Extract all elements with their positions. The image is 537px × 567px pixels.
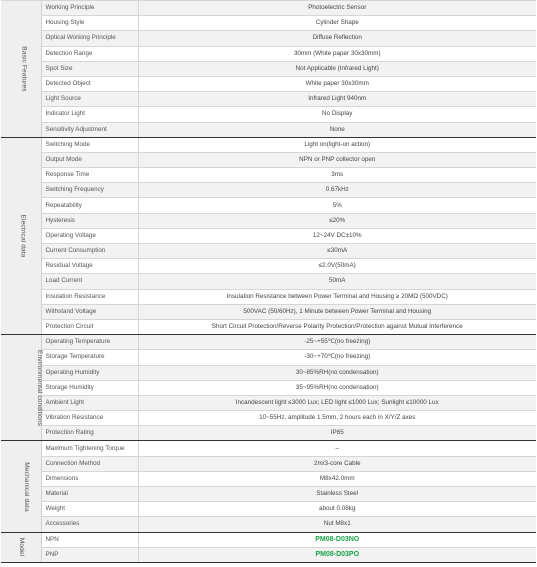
spec-name: Withstand Voltage: [41, 304, 138, 319]
spec-value: -25~+55℃(no freezing): [138, 335, 536, 350]
spec-table: [1, 0, 536, 563]
spec-value: -30~+70℃(no freezing): [138, 350, 536, 365]
table-row: [1, 168, 536, 183]
spec-value: Diffuse Reflection: [138, 31, 536, 46]
table-row: [1, 244, 536, 259]
model-number: PM08-D03PO: [138, 547, 536, 562]
table-row: [1, 335, 536, 350]
spec-value: Insulation Resistance between Power Terminal and Housing ≥ 20MΩ (500VDC): [138, 289, 536, 304]
table-row: [1, 532, 536, 547]
spec-name: Connection Method: [41, 456, 138, 471]
table-row: [1, 471, 536, 486]
spec-value: 30mm (White paper 30x30mm): [138, 46, 536, 61]
spec-value: ≤30mA: [138, 244, 536, 259]
table-row: [1, 350, 536, 365]
spec-value: 10~55Hz, amplitude 1.5mm, 2 hours each in X/Y/Z axes: [138, 411, 536, 426]
spec-name: PNP: [41, 547, 138, 562]
spec-value: M8x42.0mm: [138, 471, 536, 486]
spec-value: 3ms: [138, 168, 536, 183]
spec-name: Response Time: [41, 168, 138, 183]
spec-name: Material: [41, 487, 138, 502]
spec-name: Working Principle: [41, 1, 138, 16]
table-row: [1, 183, 536, 198]
category-cell: [1, 335, 44, 441]
spec-value: IP65: [138, 426, 536, 441]
spec-name: Hysteresis: [41, 213, 138, 228]
spec-name: Residual Voltage: [41, 259, 138, 274]
spec-name: Storage Humidity: [41, 380, 138, 395]
spec-name: Light Source: [41, 92, 138, 107]
spec-name: Load Current: [41, 274, 138, 289]
table-row: [1, 92, 536, 107]
category-label: Model: [17, 538, 25, 557]
spec-value: 50mA: [138, 274, 536, 289]
spec-name: Protection Rating: [41, 426, 138, 441]
spec-value: Stainless Steel: [138, 487, 536, 502]
spec-name: Weight: [41, 502, 138, 517]
spec-value: 5%: [138, 198, 536, 213]
table-row: [1, 198, 536, 213]
category-cell: [1, 532, 41, 562]
table-row: [1, 46, 536, 61]
spec-name: Output Mode: [41, 152, 138, 167]
spec-name: Spot Size: [41, 61, 138, 76]
spec-value: about 0.08kg: [138, 502, 536, 517]
spec-name: Operating Humidity: [41, 365, 138, 380]
spec-name: Repeatability: [41, 198, 138, 213]
spec-name: Detection Range: [41, 46, 138, 61]
table-row: [1, 1, 536, 16]
spec-name: Operating Voltage: [41, 228, 138, 243]
table-row: [1, 76, 536, 91]
model-number: PM08-D03NO: [138, 532, 536, 547]
table-row: [1, 259, 536, 274]
spec-value: ≤2.0V(50mA): [138, 259, 536, 274]
spec-value: Photoelectric Sensor: [138, 1, 536, 16]
table-row: [1, 107, 536, 122]
category-label: Electrical data: [19, 214, 27, 258]
table-row: [1, 213, 536, 228]
table-row: [1, 274, 536, 289]
spec-name: Housing Style: [41, 16, 138, 31]
category-label: Environmental conditions: [36, 349, 44, 426]
table-row: [1, 441, 536, 456]
table-row: [1, 16, 536, 31]
table-row: [1, 122, 536, 137]
table-row: [1, 547, 536, 562]
table-row: [1, 456, 536, 471]
category-cell: [1, 1, 41, 138]
spec-value: 12~24V DC±10%: [138, 228, 536, 243]
spec-value: No Display: [138, 107, 536, 122]
spec-value: Nut M8x1: [138, 517, 536, 532]
spec-name: Switching Frequency: [41, 183, 138, 198]
table-row: [1, 289, 536, 304]
spec-name: Maximum Tightening Torque: [41, 441, 138, 456]
spec-value: ≤20%: [138, 213, 536, 228]
table-row: [1, 365, 536, 380]
spec-value: 500VAC (50/60Hz), 1 Minute between Power Terminal and Housing: [138, 304, 536, 319]
table-row: [1, 411, 536, 426]
spec-table-body: [1, 1, 536, 563]
spec-name: Sensitivity Adjustment: [41, 122, 138, 137]
spec-value: Cylinder Shape: [138, 16, 536, 31]
spec-value: Light on(light-on action): [138, 137, 536, 152]
table-row: [1, 502, 536, 517]
table-row: [1, 395, 536, 410]
table-row: [1, 380, 536, 395]
spec-name: Protection Circuit: [41, 319, 138, 334]
table-row: [1, 31, 536, 46]
table-row: [1, 517, 536, 532]
spec-value: NPN or PNP collector open: [138, 152, 536, 167]
spec-name: Dimensions: [41, 471, 138, 486]
category-label: Basic Features: [20, 46, 28, 92]
spec-name: Switching Mode: [41, 137, 138, 152]
spec-value: 30~85%RH(no condensation): [138, 365, 536, 380]
spec-name: Current Consumption: [41, 244, 138, 259]
table-row: [1, 61, 536, 76]
table-row: [1, 426, 536, 441]
table-row: [1, 228, 536, 243]
spec-name: NPN: [41, 532, 138, 547]
spec-name: Operating Temperature: [41, 335, 138, 350]
spec-value: Infrared Light 940nm: [138, 92, 536, 107]
spec-name: Indicator Light: [41, 107, 138, 122]
spec-name: Accessories: [41, 517, 138, 532]
category-cell: [1, 137, 41, 334]
spec-value: Short Circuit Protection/Reverse Polarity Protection/Protection against Mutual Interference: [138, 319, 536, 334]
table-row: [1, 152, 536, 167]
category-cell: [1, 441, 41, 532]
spec-value: Incandescent light ≤3000 Lux; LED light ≤1000 Lux; Sunlight ≤10000 Lux: [138, 395, 536, 410]
spec-value: 2m/3-core Cable: [138, 456, 536, 471]
spec-name: Insulation Resistance: [41, 289, 138, 304]
spec-value: 35~95%RH(no condensation): [138, 380, 536, 395]
spec-name: Optical Working Principle: [41, 31, 138, 46]
spec-name: Vibration Resistance: [41, 411, 138, 426]
spec-value: –: [138, 441, 536, 456]
table-row: [1, 304, 536, 319]
spec-value: White paper 30x30mm: [138, 76, 536, 91]
table-row: [1, 319, 536, 334]
spec-value: None: [138, 122, 536, 137]
spec-name: Ambient Light: [41, 395, 138, 410]
spec-name: Storage Temperature: [41, 350, 138, 365]
table-row: [1, 137, 536, 152]
table-row: [1, 487, 536, 502]
category-label: Mechanical data: [22, 461, 30, 512]
spec-name: Detected Object: [41, 76, 138, 91]
spec-value: 0.67kHz: [138, 183, 536, 198]
spec-value: Not Applicable (Infrared Light): [138, 61, 536, 76]
